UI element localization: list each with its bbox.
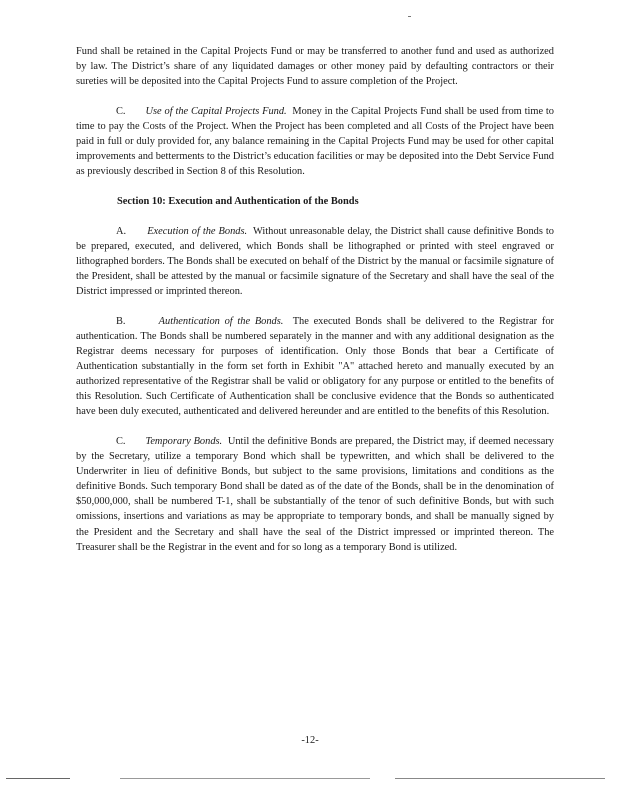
item-letter: C. xyxy=(116,435,126,447)
item-letter: B. xyxy=(116,315,126,327)
paragraph-text: Without unreasonable delay, the District shall cause definitive Bonds to be prepared, executed, and delivered, which Bonds shall be lithographed or printed with steel engraved or lithographed borders. The Bonds shall be executed on behalf of the District by the manual or facsimile signature of the President, shall be attested by the manual or facsimile signature of the Secretary and shall have the seal of the District impressed or imprinted thereon. xyxy=(76,225,554,297)
subsection-title: Execution of the Bonds. xyxy=(147,225,248,237)
paragraph-a-execution xyxy=(76,224,554,299)
paragraph-c-temporary-bonds xyxy=(76,434,554,555)
paragraph-b-authentication xyxy=(76,314,554,420)
scan-artifact-line xyxy=(395,778,605,779)
scan-mark xyxy=(408,16,411,17)
subsection-title: Authentication of the Bonds. xyxy=(158,315,284,327)
section-heading: Section 10: Execution and Authentication of the Bonds xyxy=(117,195,359,207)
paragraph-text: Until the definitive Bonds are prepared, the District may, if deemed necessary by the Secretary, utilize a temporary Bond which shall be typewritten, and which shall be delivered to the Underwriter in lieu of definitive Bonds, but subject to the same provisions, limitations and conditions as the definitive Bonds. Such temporary Bond shall be dated as of the date of the Bonds, shall be in the denomination of $50,000,000, shall be numbered T-1, shall be substantially of the tenor of such definitive Bonds, but with such omissions, insertions and variations as may be appropriate to temporary bonds, and shall be manually signed by the President and the Secretary and shall have the seal of the District impressed or imprinted thereon. The Treasurer shall be the Registrar in the event and for so long as a temporary Bond is utilized. xyxy=(76,435,554,553)
subsection-title: Temporary Bonds. xyxy=(145,435,223,447)
paragraph-text: The executed Bonds shall be delivered to the Registrar for authentication. The Bonds shall be numbered separately in the manner and with any additional designation as the Registrar deems necessary for purposes of identification. Only those Bonds that bear a Certificate of Authentication substantially in the form set forth in Exhibit "A" attached hereto and manually executed by an authorized representative of the Registrar shall be valid or obligatory for any purpose or entitled to the benefits of this Resolution. Such Certificate of Authentication shall be conclusive evidence that the Bonds so authenticated have been duly executed, authenticated and delivered hereunder and are entitled to the benefits of this Resolution. xyxy=(76,315,554,418)
paragraph-capital-projects-fund-cont: Fund shall be retained in the Capital Projects Fund or may be transferred to another fund and used as authorized by law. The District’s share of any liquidated damages or other money paid by defaulting contractors or their sureties will be deposited into the Capital Projects Fund to assure completion of the Project. xyxy=(76,46,554,88)
page-number: -12- xyxy=(301,735,319,746)
scan-artifact-line xyxy=(120,778,370,779)
item-letter: A. xyxy=(116,225,127,237)
paragraph-text: Money in the Capital Projects Fund shall be used from time to time to pay the Costs of the Project. When the Project has been completed and all Costs of the Project have been paid in full or duly provided for, any balance remaining in the Capital Projects Fund may be used for other capital improvements and betterments to the District’s education facilities or may be deposited into the Debt Service Fund as previously described in Section 8 of this Resolution. xyxy=(76,105,554,178)
paragraph-c-use-of-fund xyxy=(76,104,554,179)
scan-artifact-line xyxy=(6,778,70,779)
subsection-title: Use of the Capital Projects Fund. xyxy=(145,105,287,117)
item-letter: C. xyxy=(116,105,126,117)
document-page xyxy=(76,44,554,555)
